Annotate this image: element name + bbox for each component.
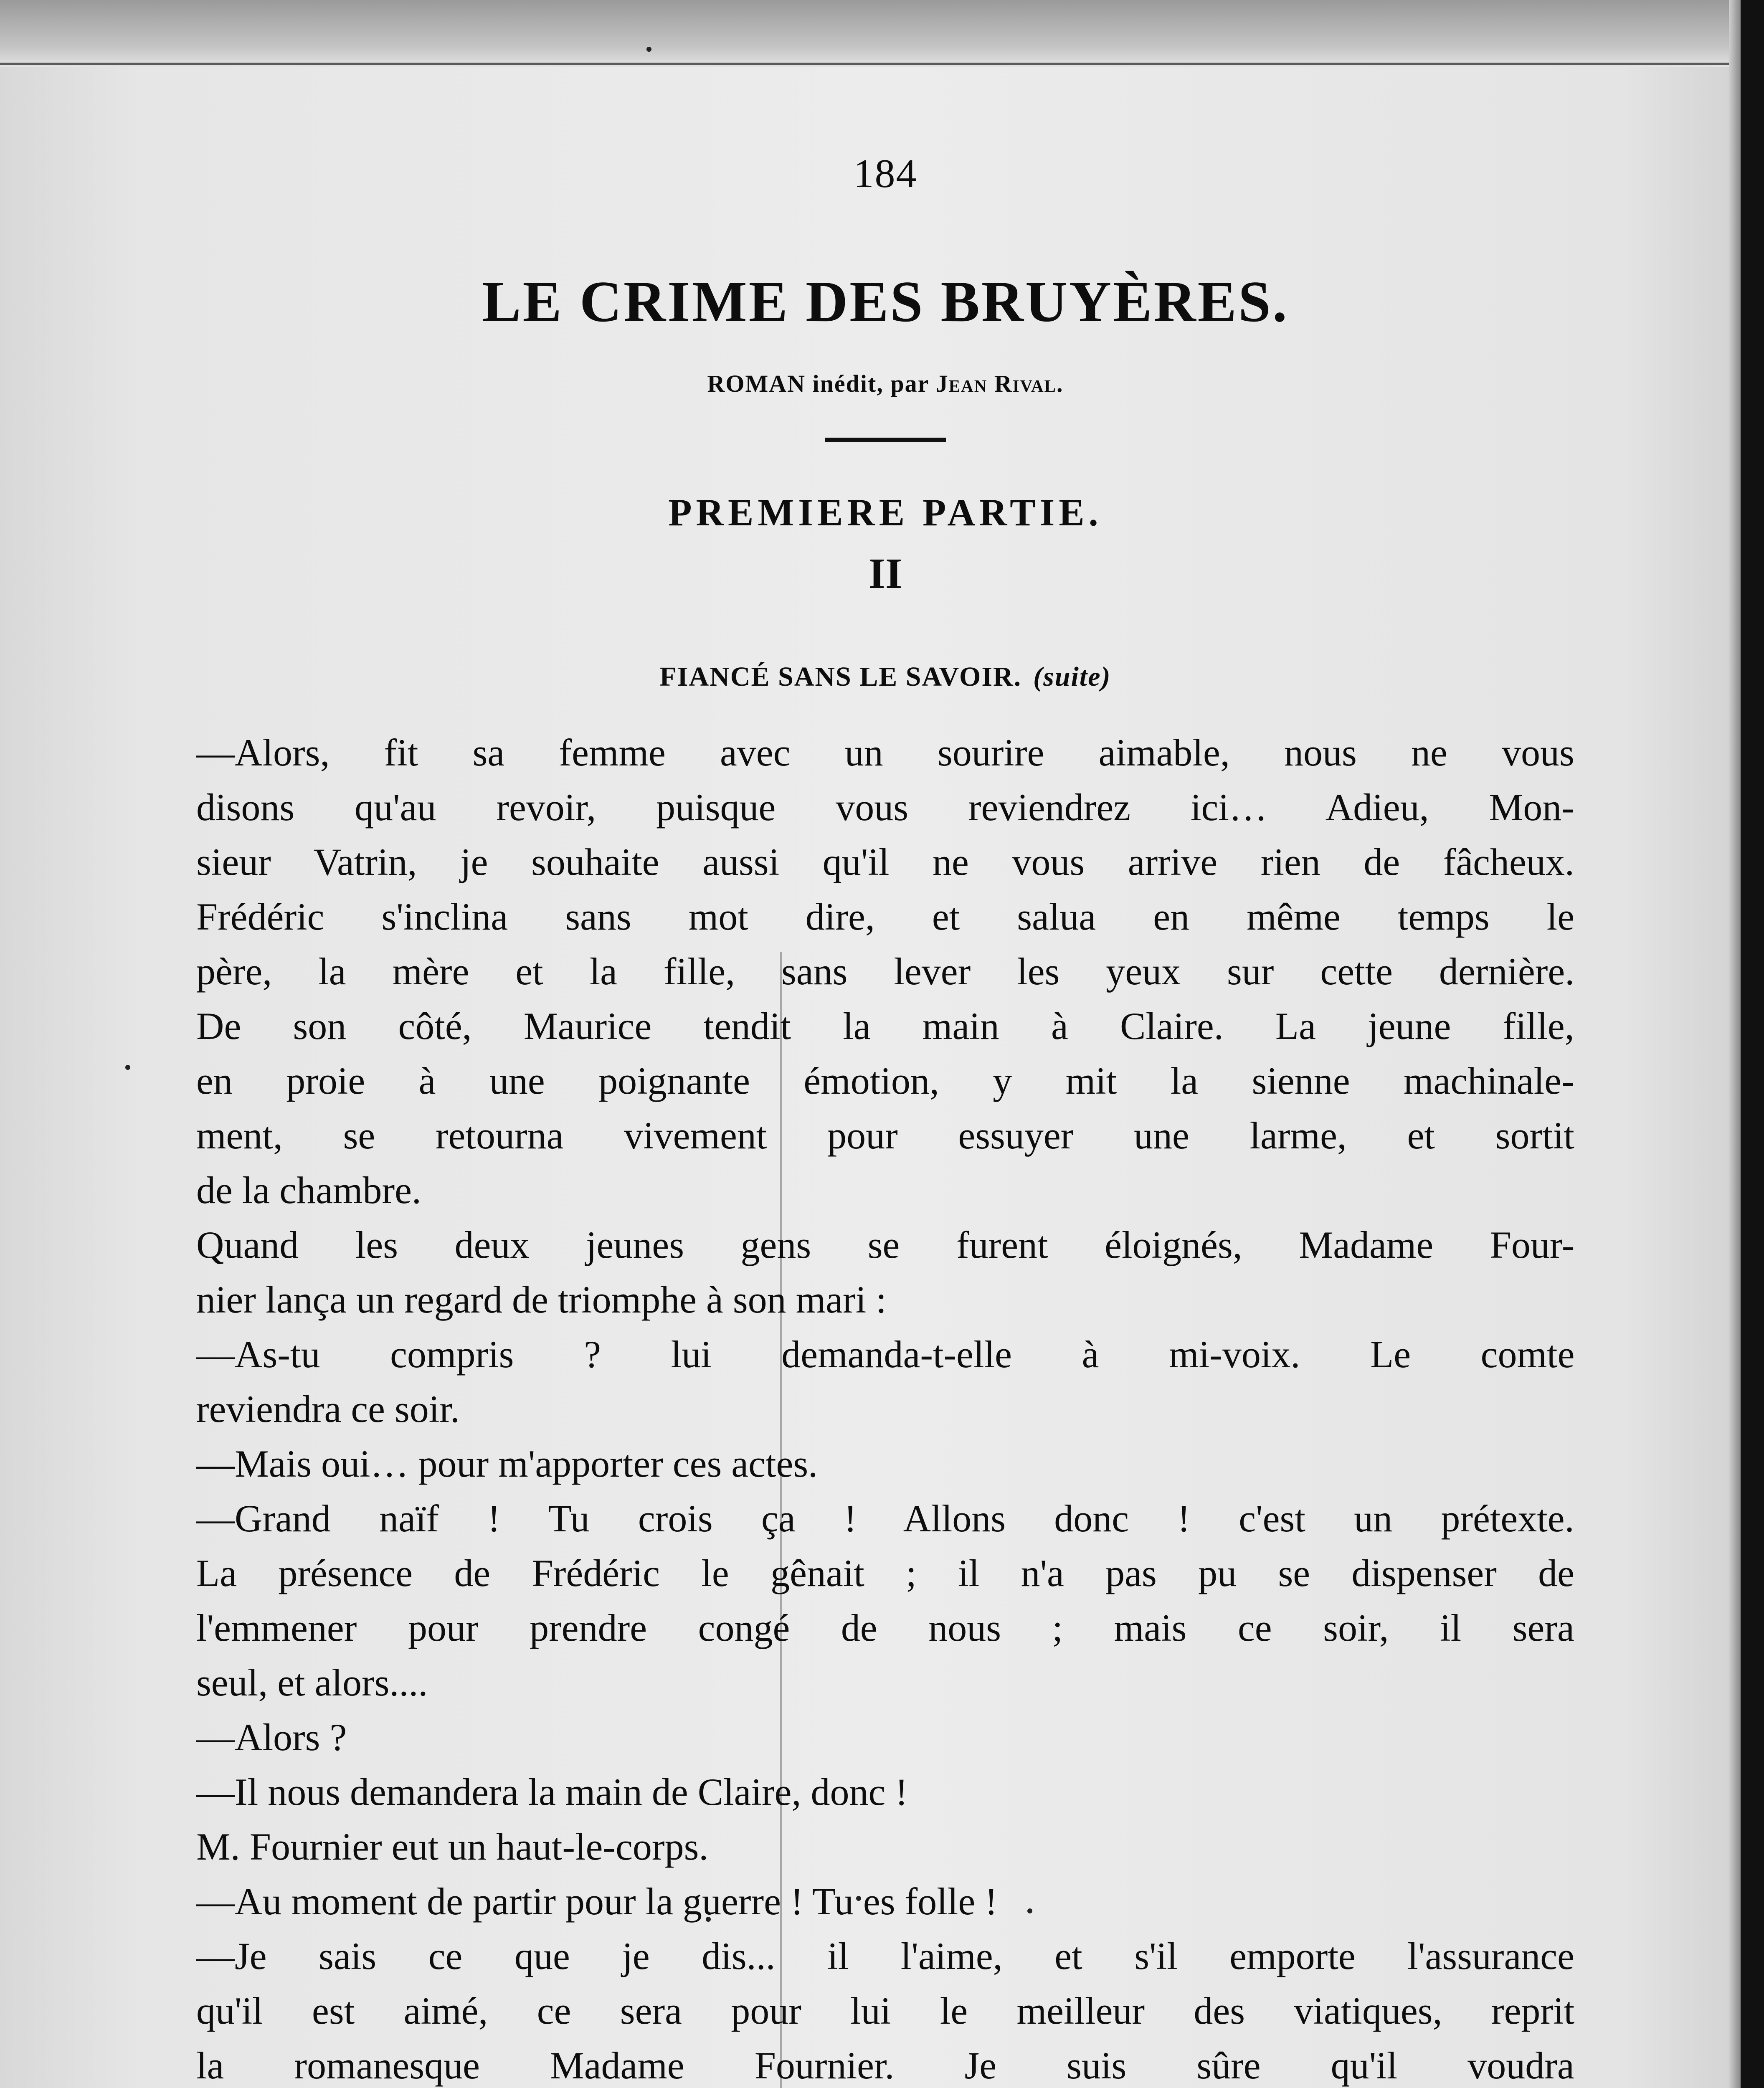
byline-author: Jean Rival. [935, 370, 1064, 397]
text-line: —Alors, fit sa femme avec un sourire aimable, nous ne vous [196, 731, 1574, 774]
title-divider [825, 438, 946, 442]
text-line: seul, et alors.... [196, 1661, 428, 1704]
text-line: père, la mère et la fille, sans lever les yeux sur cette dernière. [196, 950, 1574, 993]
page-content [196, 150, 1574, 2088]
chapter-title-suffix: (suite) [1033, 661, 1111, 692]
text-line: —As-tu compris ? lui demanda-t-elle à mi-voix. Le comte [196, 1333, 1574, 1376]
text-line: —Il nous demandera la main de Claire, donc ! [196, 1771, 908, 1813]
text-line: —Alors ? [196, 1716, 347, 1759]
text-line: l'emmener pour prendre congé de nous ; mais ce soir, il sera [196, 1607, 1574, 1649]
text-line: de la chambre. [196, 1169, 421, 1211]
chapter-number: II [868, 550, 902, 598]
text-line: —Je sais ce que je dis... il l'aime, et s'il emporte l'assurance [196, 1935, 1574, 1977]
chapter-title [196, 661, 1574, 693]
text-line: M. Fournier eut un haut-le-corps. [196, 1825, 709, 1868]
text-line: la romanesque Madame Fournier. Je suis sûre qu'il voudra [196, 2044, 1574, 2087]
scan-top-shadow [0, 0, 1729, 67]
text-line: reviendra ce soir. [196, 1388, 460, 1430]
text-line: De son côté, Maurice tendit la main à Claire. La jeune fille, [196, 1005, 1574, 1047]
text-line: —Grand naïf ! Tu crois ça ! Allons donc ! c'est un prétexte. [196, 1497, 1574, 1540]
scan-right-edge [1741, 0, 1764, 2088]
text-line: ment, se retourna vivement pour essuyer une larme, et sortit [196, 1114, 1574, 1157]
text-line: —Au moment de partir pour la guerre ! Tu es folle ! [196, 1880, 998, 1923]
ink-speck [125, 1065, 130, 1070]
novel-title: LE CRIME DES BRUYÈRES. [482, 269, 1289, 334]
part-heading: PREMIERE PARTIE. [668, 491, 1102, 534]
text-line: disons qu'au revoir, puisque vous reviendrez ici… Adieu, Mon- [196, 786, 1574, 829]
scan-right-shadow [1728, 0, 1741, 2088]
text-line: Quand les deux jeunes gens se furent éloignés, Madame Four- [196, 1224, 1574, 1266]
text-line: en proie à une poignante émotion, y mit la sienne machinale- [196, 1059, 1574, 1102]
body-text [196, 725, 1574, 2088]
byline [196, 370, 1574, 398]
text-line: qu'il est aimé, ce sera pour lui le meilleur des viatiques, reprit [196, 1989, 1574, 2032]
text-line: nier lança un regard de triomphe à son mari : [196, 1278, 887, 1321]
page-number: 184 [853, 151, 917, 196]
byline-prefix: ROMAN inédit, par [707, 370, 929, 397]
text-line: sieur Vatrin, je souhaite aussi qu'il ne vous arrive rien de fâcheux. [196, 841, 1574, 883]
scan-top-rule [0, 63, 1729, 65]
text-line: —Mais oui… pour m'apporter ces actes. [196, 1442, 818, 1485]
text-line: Frédéric s'inclina sans mot dire, et salua en même temps le [196, 895, 1574, 938]
text-line: La présence de Frédéric le gênait ; il n'a pas pu se dispenser de [196, 1552, 1574, 1594]
ink-speck [646, 47, 651, 52]
chapter-title-text: FIANCÉ SANS LE SAVOIR. [659, 661, 1022, 692]
